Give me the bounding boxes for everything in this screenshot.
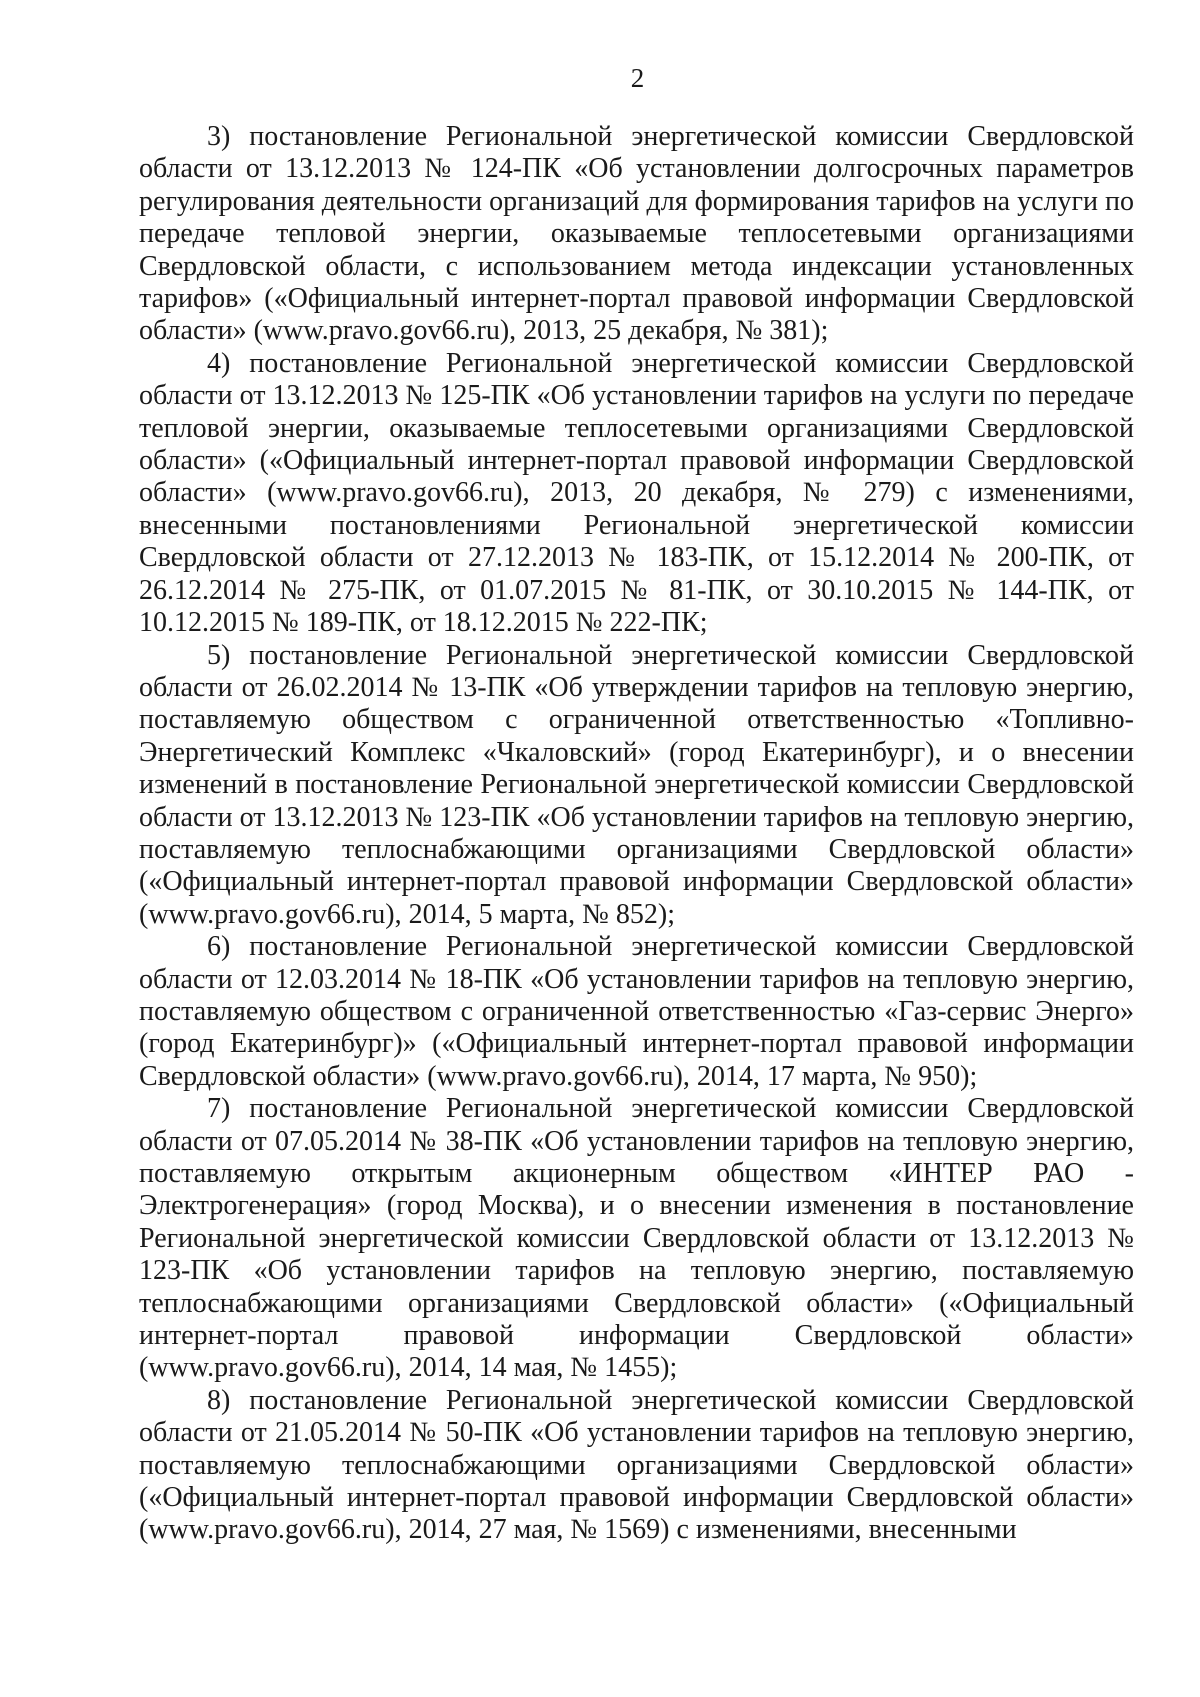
paragraph-6: 6) постановление Региональной энергетической комиссии Свердловской области от 12.03.2014 № 18-ПК «Об установлении тарифов на тепловую энергию, поставляемую обществом с ограниченной ответственностью «Газ-сервис Энерго» (город Екатеринбург)» («Официальный интернет-портал правовой информации Свердловской области» (www.pravo.gov66.ru), 2014, 17 марта, № 950); (139, 931, 1134, 1092)
page-number: 2 (630, 63, 645, 93)
paragraph-7: 7) постановление Региональной энергетической комиссии Свердловской области от 07.05.2014 № 38-ПК «Об установлении тарифов на тепловую энергию, поставляемую открытым акционерным обществом «ИНТЕР РАО - Электрогенерация» (город Москва), и о внесении изменения в постановление Региональной энергетической комиссии Свердловской области от 13.12.2013 № 123-ПК «Об установлении тарифов на тепловую энергию, поставляемую теплоснабжающими организациями Свердловской области» («Официальный интернет-портал правовой информации Свердловской области» (www.pravo.gov66.ru), 2014, 14 мая, № 1455); (139, 1093, 1134, 1384)
document-body (139, 121, 1134, 1547)
paragraph-8: 8) постановление Региональной энергетической комиссии Свердловской области от 21.05.2014 № 50-ПК «Об установлении тарифов на тепловую энергию, поставляемую теплоснабжающими организациями Свердловской области» («Официальный интернет-портал правовой информации Свердловской области» (www.pravo.gov66.ru), 2014, 27 мая, № 1569) с изменениями, внесенными (139, 1384, 1134, 1546)
paragraph-4: 4) постановление Региональной энергетической комиссии Свердловской области от 13.12.2013 № 125-ПК «Об установлении тарифов на услуги по передаче тепловой энергии, оказываемые теплосетевыми организациями Свердловской области» («Официальный интернет-портал правовой информации Свердловской области» (www.pravo.gov66.ru), 2013, 20 декабря, № 279) с изменениями, внесенными постановлениями Региональной энергетической комиссии Свердловской области от 27.12.2013 № 183-ПК, от 15.12.2014 № 200-ПК, от 26.12.2014 № 275-ПК, от 01.07.2015 № 81-ПК, от 30.10.2015 № 144-ПК, от 10.12.2015 № 189-ПК, от 18.12.2015 № 222-ПК; (139, 347, 1134, 639)
paragraph-5: 5) постановление Региональной энергетической комиссии Свердловской области от 26.02.2014 № 13-ПК «Об утверждении тарифов на тепловую энергию, поставляемую обществом с ограниченной ответственностью «Топливно-Энергетический Комплекс «Чкаловский» (город Екатеринбург), и о внесении изменений в постановление Региональной энергетической комиссии Свердловской области от 13.12.2013 № 123-ПК «Об установлении тарифов на тепловую энергию, поставляемую теплоснабжающими организациями Свердловской области» («Официальный интернет-портал правовой информации Свердловской области» (www.pravo.gov66.ru), 2014, 5 марта, № 852); (139, 639, 1134, 930)
paragraph-3: 3) постановление Региональной энергетической комиссии Свердловской области от 13.12.2013 № 124-ПК «Об установлении долгосрочных параметров регулирования деятельности организаций для формирования тарифов на услуги по передаче тепловой энергии, оказываемые теплосетевыми организациями Свердловской области, с использованием метода индексации установленных тарифов» («Официальный интернет-портал правовой информации Свердловской области» (www.pravo.gov66.ru), 2013, 25 декабря, № 381); (139, 121, 1134, 347)
